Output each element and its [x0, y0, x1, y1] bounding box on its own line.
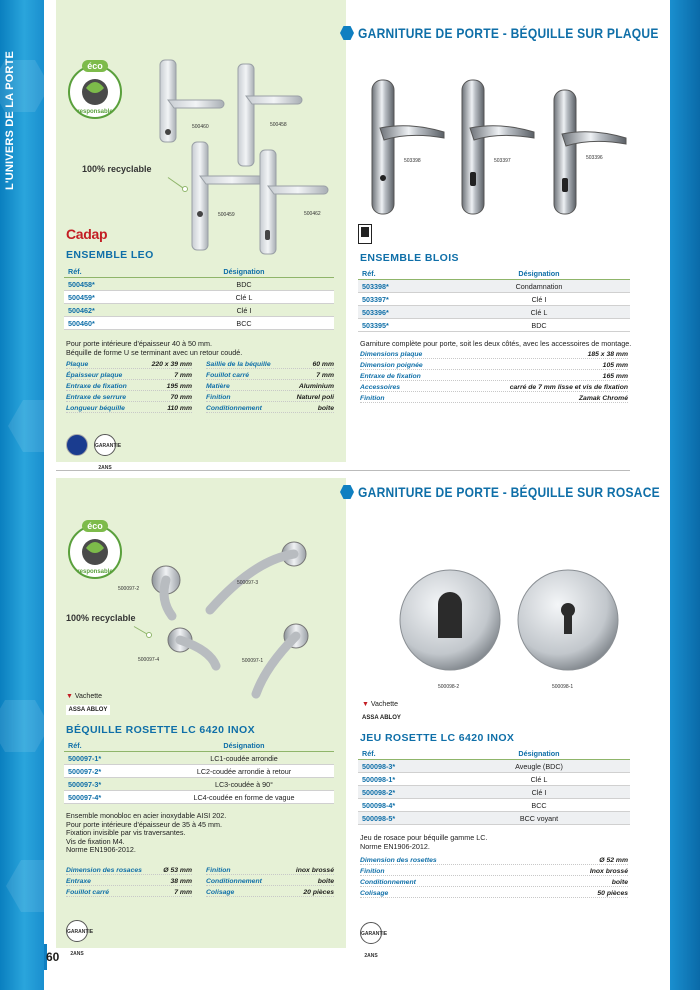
eco-responsable-badge	[66, 518, 124, 582]
page-number: 60	[46, 950, 60, 964]
eco-responsable-badge	[66, 58, 124, 122]
responsable-word: responsable	[77, 109, 113, 115]
photo-label: 500097-2	[118, 586, 140, 592]
spec-row	[206, 360, 334, 369]
spec-value: carré de 7 mm lisse et vis de fixation	[509, 383, 628, 391]
photo-label: 503397	[494, 158, 511, 164]
spec-key: Saillie de la béquille	[206, 360, 271, 368]
photo-label: 500098-1	[552, 684, 574, 690]
description-line: Jeu de rosace pour béquille gamme LC.	[360, 833, 488, 842]
hexagon-icon	[340, 26, 354, 40]
spec-key: Dimension poignée	[360, 361, 423, 369]
spec-value: 105 mm	[602, 361, 628, 369]
spec-key: Finition	[206, 866, 231, 874]
table-row: 500098-5* BCC voyant	[358, 812, 630, 825]
spec-key: Matière	[206, 382, 230, 390]
spec-value: 50 pièces	[597, 889, 628, 897]
recyclable-label: 100% recyclable	[82, 164, 152, 174]
section-divider	[56, 470, 630, 471]
assa-abloy-logo: ASSA ABLOY	[66, 705, 110, 715]
table-row: 503398* Condamnation	[358, 280, 630, 293]
table-row: 500462* Clé I	[64, 304, 334, 317]
spec-value: 7 mm	[174, 888, 192, 896]
eco-word: éco	[87, 61, 103, 71]
col-designation: Désignation	[154, 266, 334, 278]
vachette-logo: ▼ Vachette	[362, 701, 399, 708]
spec-key: Colisage	[360, 889, 389, 897]
rosette-description	[66, 812, 336, 855]
col-ref: Réf.	[358, 268, 448, 280]
blois-brand-logo	[358, 224, 372, 244]
jeu-description	[360, 834, 632, 851]
spec-row	[360, 867, 628, 876]
description-line: Vis de fixation M4.	[66, 836, 125, 846]
product-title-jeu: JEU ROSETTE LC 6420 INOX	[360, 732, 515, 744]
spec-key: Fouillot carré	[66, 888, 110, 896]
rosette-product-photo	[146, 540, 336, 710]
table-row: 500098-1* Clé L	[358, 773, 630, 786]
spec-row	[66, 866, 192, 875]
spec-row	[66, 382, 192, 391]
spec-value: boîte	[611, 878, 628, 886]
spec-value: boîte	[317, 404, 334, 412]
spec-key: Plaque	[66, 360, 89, 368]
spec-row	[206, 866, 334, 875]
table-row: 503395* BDC	[358, 319, 630, 332]
responsable-word: responsable	[77, 569, 113, 575]
col-ref: Réf.	[358, 748, 448, 760]
photo-label: 500462	[304, 211, 321, 217]
spec-key: Colisage	[206, 888, 235, 896]
leo-product-photo	[156, 56, 332, 256]
table-row: 500458* BDC	[64, 278, 334, 291]
spec-value: 7 mm	[316, 371, 334, 379]
section-heading-plaque: GARNITURE DE PORTE - BÉQUILLE SUR PLAQUE	[340, 21, 700, 45]
col-designation: Désignation	[448, 268, 630, 280]
col-designation: Désignation	[448, 748, 630, 760]
guarantee-badge: GARANTIE 2ANS	[66, 920, 88, 942]
description-line: Fixation invisible par vis traversantes.	[66, 828, 186, 838]
spec-value: inox brossé	[295, 866, 334, 874]
hexagon-icon	[340, 485, 354, 499]
spec-value: 165 mm	[602, 372, 628, 380]
spec-key: Dimension des rosettes	[360, 856, 437, 864]
spec-value: Aluminium	[298, 382, 334, 390]
spec-value: 20 pièces	[303, 888, 334, 896]
spec-key: Épaisseur plaque	[66, 371, 123, 379]
photo-label: 500098-2	[438, 684, 460, 690]
col-ref: Réf.	[64, 740, 154, 752]
spec-value: Zamak Chromé	[578, 394, 628, 402]
table-row: 500098-2* Clé I	[358, 786, 630, 799]
spec-key: Finition	[360, 394, 385, 402]
assa-abloy-logo: ASSA ABLOY	[362, 715, 401, 721]
jeu-product-photo	[392, 560, 624, 680]
spec-row	[360, 394, 628, 403]
col-ref: Réf.	[64, 266, 154, 278]
spec-row	[66, 888, 192, 897]
spec-row	[206, 888, 334, 897]
jeu-reference-table	[358, 748, 630, 825]
spec-row	[206, 382, 334, 391]
spec-value: 70 mm	[170, 393, 192, 401]
spec-row	[360, 889, 628, 898]
spec-row	[360, 372, 628, 381]
photo-label: 500097-3	[237, 580, 259, 586]
spec-value: 38 mm	[170, 877, 192, 885]
description-line: Ensemble monobloc en acier inoxydable AISI 202.	[66, 811, 227, 820]
table-row: 500098-4* BCC	[358, 799, 630, 812]
table-row: 500460* BCC	[64, 317, 334, 330]
spec-row	[360, 350, 628, 359]
recyclable-label: 100% recyclable	[66, 613, 136, 623]
eco-word: éco	[87, 521, 103, 531]
photo-label: 500459	[218, 212, 235, 218]
spec-row	[206, 371, 334, 380]
photo-label: 503398	[404, 158, 421, 164]
product-title-rosette: BÉQUILLE ROSETTE LC 6420 INOX	[66, 724, 255, 736]
spec-row	[66, 404, 192, 413]
table-row: 500459* Clé L	[64, 291, 334, 304]
spec-key: Dimension des rosaces	[66, 866, 142, 874]
spec-value: Naturel poli	[296, 393, 334, 401]
spec-row	[360, 878, 628, 887]
spec-row	[360, 383, 628, 392]
photo-label: 503396	[586, 155, 603, 161]
spec-row	[66, 360, 192, 369]
description-line: Norme EN1906-2012.	[360, 841, 430, 851]
spec-value: boîte	[317, 877, 334, 885]
vachette-logo: ▼ Vachette	[66, 693, 103, 700]
table-row: 500097-4* LC4-coudée en forme de vague	[64, 791, 334, 804]
table-row: 500098-3* Aveugle (BDC)	[358, 760, 630, 773]
spec-key: Dimensions plaque	[360, 350, 423, 358]
spec-key: Conditionnement	[360, 878, 416, 886]
spec-key: Entraxe de fixation	[360, 372, 421, 380]
spec-row	[206, 393, 334, 402]
spec-row	[206, 877, 334, 886]
guarantee-badge: GARANTIE 2ANS	[94, 434, 116, 456]
spec-row	[66, 393, 192, 402]
col-designation: Désignation	[154, 740, 334, 752]
spec-key: Entraxe de fixation	[66, 382, 127, 390]
leo-reference-table	[64, 266, 334, 330]
photo-label: 500097-1	[242, 658, 264, 664]
photo-label: 500458	[270, 122, 287, 128]
spec-key: Longueur béquille	[66, 404, 125, 412]
spec-value: Ø 52 mm	[599, 856, 628, 864]
photo-label: 500460	[192, 124, 209, 130]
spec-value: 185 x 38 mm	[587, 350, 628, 358]
spec-row	[66, 877, 192, 886]
table-row: 500097-1* LC1-coudée arrondie	[64, 752, 334, 765]
spec-key: Finition	[206, 393, 231, 401]
description-line: Norme EN1906-2012.	[66, 845, 136, 855]
spec-value: 7 mm	[174, 371, 192, 379]
table-row: 500097-3* LC3-coudée à 90°	[64, 778, 334, 791]
spec-key: Entraxe	[66, 877, 91, 885]
spec-key: Conditionnement	[206, 404, 262, 412]
spec-key: Fouillot carré	[206, 371, 250, 379]
spec-value: 110 mm	[167, 404, 192, 412]
guarantee-badge: GARANTIE 2ANS	[360, 922, 382, 944]
spec-row	[206, 404, 334, 413]
spec-row	[360, 361, 628, 370]
photo-label: 500097-4	[138, 657, 160, 663]
cadap-logo: Cadap	[66, 226, 108, 242]
spec-key: Finition	[360, 867, 385, 875]
spec-value: 220 x 39 mm	[151, 360, 192, 368]
leo-description: Pour porte intérieure d'épaisseur 40 à 50 mm. Béquille de forme U se terminant avec un retour coudé.	[66, 339, 243, 357]
description-line: Pour porte intérieure d'épaisseur de 35 à 45 mm.	[66, 819, 222, 829]
rosette-reference-table	[64, 740, 334, 804]
table-row: 503397* Clé I	[358, 293, 630, 306]
blois-description: Garniture complète pour porte, soit les deux côtés, avec les accessoires de montage.	[360, 339, 632, 348]
table-row: 500097-2* LC2-coudée arrondie à retour	[64, 765, 334, 778]
spec-key: Conditionnement	[206, 877, 262, 885]
blois-reference-table	[358, 268, 630, 332]
spec-key: Entraxe de serrure	[66, 393, 127, 401]
product-title-leo: ENSEMBLE LEO	[66, 249, 154, 261]
spec-value: Inox brossé	[589, 867, 628, 875]
eu-badge	[66, 434, 88, 456]
spec-value: Ø 53 mm	[163, 866, 192, 874]
spec-row	[66, 371, 192, 380]
blois-product-photo	[366, 74, 630, 220]
spec-value: 60 mm	[312, 360, 334, 368]
spec-row	[360, 856, 628, 865]
spec-value: 195 mm	[166, 382, 192, 390]
spec-key: Accessoires	[360, 383, 401, 391]
table-row: 503396* Clé L	[358, 306, 630, 319]
section-heading-rosace: GARNITURE DE PORTE - BÉQUILLE SUR ROSACE	[340, 480, 700, 504]
side-title: L'UNIVERS DE LA PORTE	[4, 50, 16, 190]
product-title-blois: ENSEMBLE BLOIS	[360, 252, 459, 264]
